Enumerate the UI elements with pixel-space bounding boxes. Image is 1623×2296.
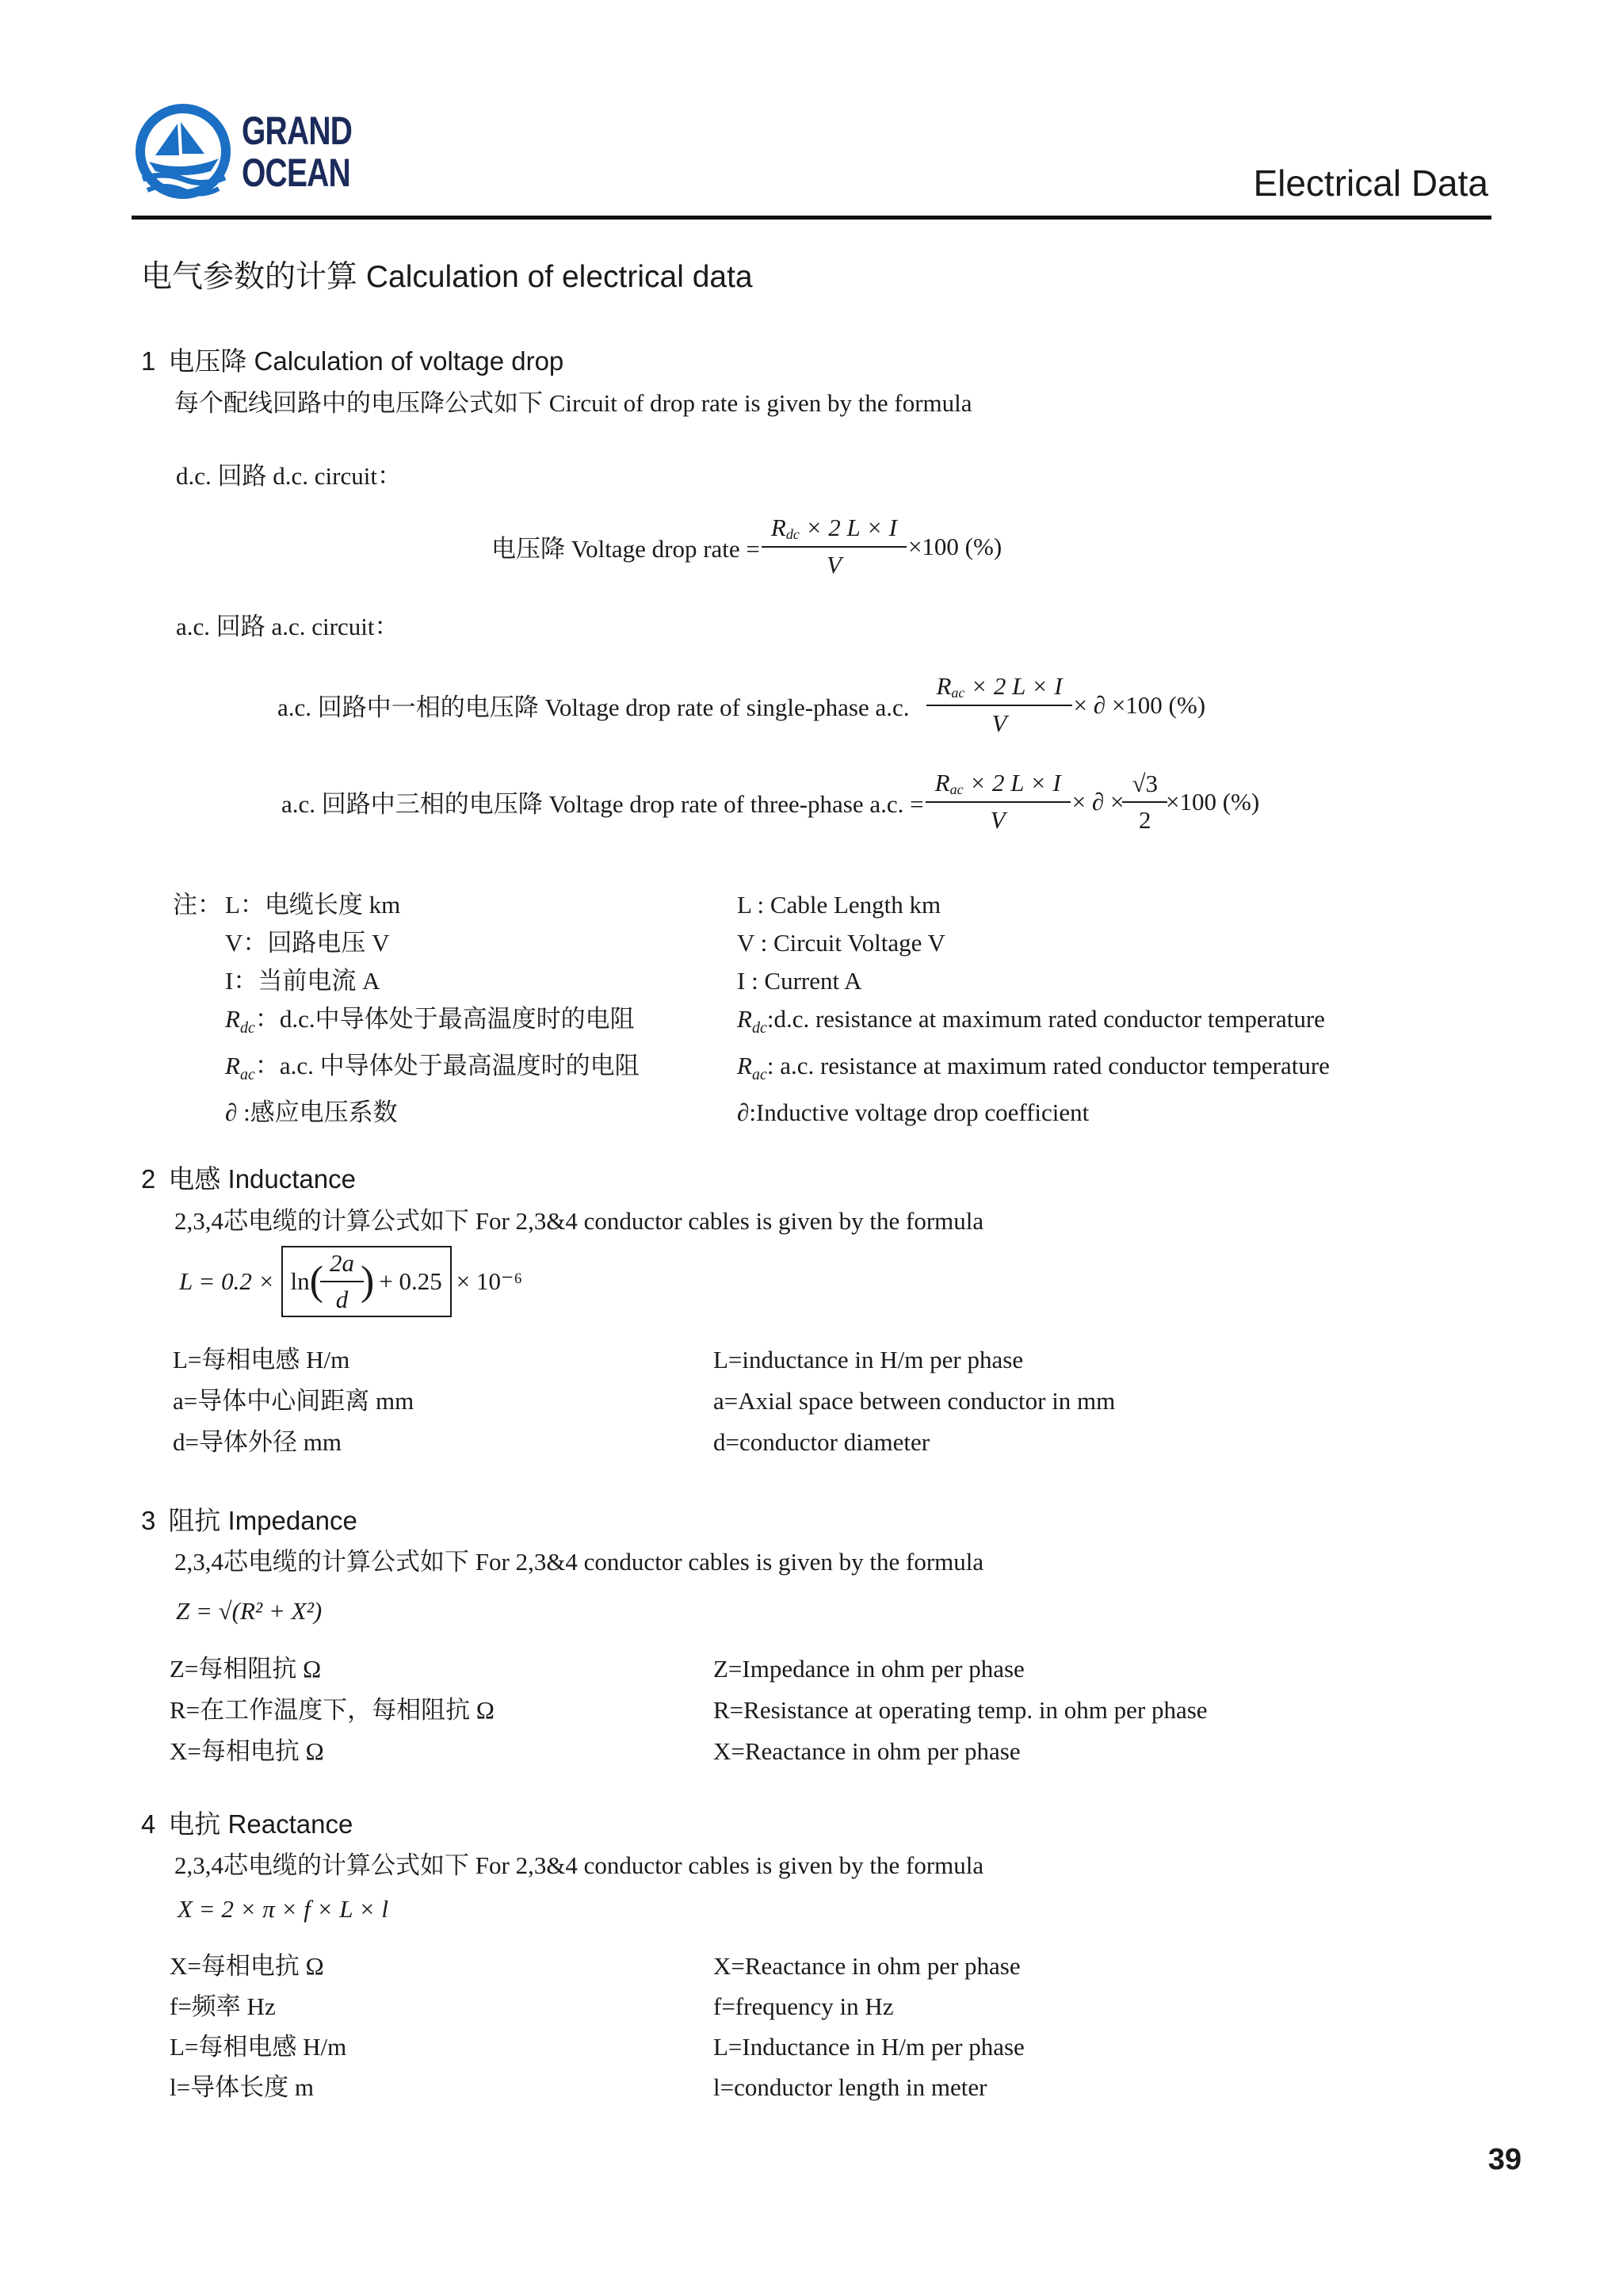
def-left-L: L=每相电感 H/m <box>170 2033 347 2061</box>
single-phase-fraction: $\frac{R_{ac} \times 2 L \times I}{V}$ <box>931 672 1067 738</box>
dc-fraction: $\frac{R_{dc} \times 2 L \times I}{V}$ <box>766 514 902 579</box>
ln-symbol: ln <box>290 1267 310 1295</box>
def-left-X: X=每相电抗 Ω <box>170 1737 324 1765</box>
def-right-a: a=Axial space between conductor in mm <box>713 1387 1116 1415</box>
def-right-Z: Z=Impedance in ohm per phase <box>713 1655 1025 1683</box>
three-phase-label: a.c. 回路中三相的电压降 Voltage drop rate of three-phase a.c. = <box>281 790 924 818</box>
reactance-defs-left <box>170 1946 346 2107</box>
note-right-V: V : Circuit Voltage V <box>737 929 945 957</box>
inductance-bracket: ln ( $\frac{2a}{d}$ ) + 0.25 <box>281 1246 452 1317</box>
inductance-defs-right <box>713 1339 1115 1463</box>
def-right-f: f=frequency in Hz <box>713 1992 894 2020</box>
note-left-L: L：电缆长度 km <box>225 891 401 919</box>
note-right-I: I : Current A <box>737 967 862 995</box>
note-left-Rdc: $R_{dc}$：d.c.中导体处于最高温度时的电阻 <box>225 1005 635 1037</box>
notes-left-column <box>225 886 640 1132</box>
inductance-defs-left <box>173 1339 414 1463</box>
note-left-I: I：当前电流 A <box>225 967 380 995</box>
brand-name-line1: GRAND <box>242 109 353 153</box>
sqrt3-denominator: 2 <box>1122 801 1167 835</box>
main-title: 电气参数的计算 Calculation of electrical data <box>141 260 753 294</box>
single-phase-formula <box>277 672 1205 738</box>
dc-formula <box>491 514 1002 579</box>
section4-number: 4 <box>141 1809 156 1839</box>
reactance-formula: X = 2 × π × f × L × l <box>178 1895 388 1923</box>
section1-number: 1 <box>141 346 156 376</box>
def-left-L: L=每相电感 H/m <box>173 1346 350 1373</box>
note-left-Rac: $R_{ac}$：a.c. 中导体处于最高温度时的电阻 <box>225 1052 640 1084</box>
single-denominator: V <box>926 705 1071 738</box>
ac-circuit-label: a.c. 回路 a.c. circuit： <box>176 613 399 640</box>
header-divider <box>132 216 1491 220</box>
dc-denominator: V <box>762 546 907 579</box>
section4-intro: 2,3,4芯电缆的计算公式如下 For 2,3&4 conductor cables is given by the formula <box>174 1851 984 1879</box>
section2-title: 电感 Inductance <box>168 1164 356 1194</box>
def-right-l: l=conductor length in meter <box>713 2073 987 2101</box>
def-right-X: X=Reactance in ohm per phase <box>713 1952 1021 1980</box>
fraction-2a: 2a <box>329 1249 354 1277</box>
note-left-V: V：回路电压 V <box>225 929 390 957</box>
note-left-coefficient: ∂ :感应电压系数 <box>225 1098 398 1127</box>
dc-formula-label: 电压降 Voltage drop rate = <box>491 535 760 563</box>
def-left-X: X=每相电抗 Ω <box>170 1952 324 1980</box>
single-numerator: × 2 L × I <box>971 672 1063 700</box>
dc-suffix: ×100 (%) <box>907 532 1002 560</box>
notes-prefix: 注： <box>173 891 222 919</box>
impedance-formula: Z = √(R² + X²) <box>176 1597 323 1625</box>
reactance-defs-right <box>713 1946 1025 2107</box>
def-left-a: a=导体中心间距离 mm <box>173 1387 414 1415</box>
def-right-X: X=Reactance in ohm per phase <box>713 1737 1021 1765</box>
sqrt3-over-2-fraction <box>1127 770 1163 835</box>
sqrt3-numerator: √3 <box>1132 769 1158 797</box>
impedance-defs-right <box>713 1648 1208 1772</box>
three-denominator: V <box>926 801 1071 835</box>
note-right-L: L : Cable Length km <box>737 891 941 919</box>
section1-intro: 每个配线回路中的电压降公式如下 Circuit of drop rate is given by the formula <box>174 389 972 417</box>
three-numerator: × 2 L × I <box>969 769 1061 797</box>
inductance-formula <box>179 1246 522 1317</box>
note-right-coefficient: ∂:Inductive voltage drop coefficient <box>737 1098 1090 1127</box>
inductance-formula-right: × 10⁻⁶ <box>456 1267 523 1295</box>
plus-term: + 0.25 <box>379 1267 442 1295</box>
section1-heading <box>141 341 563 378</box>
def-right-L: L=inductance in H/m per phase <box>713 1346 1024 1373</box>
inductance-fraction <box>325 1249 359 1314</box>
dc-circuit-label: d.c. 回路 d.c. circuit： <box>176 462 402 490</box>
section2-number: 2 <box>141 1164 156 1194</box>
fraction-d: d <box>320 1281 364 1314</box>
dc-numerator: × 2 L × I <box>805 514 897 541</box>
section2-heading <box>141 1159 356 1196</box>
notes-right-column <box>737 886 1330 1132</box>
def-left-Z: Z=每相阻抗 Ω <box>170 1655 322 1683</box>
def-right-L: L=Inductance in H/m per phase <box>713 2033 1025 2061</box>
inductance-formula-left: L = 0.2 × <box>179 1267 275 1295</box>
section3-intro: 2,3,4芯电缆的计算公式如下 For 2,3&4 conductor cables is given by the formula <box>174 1548 984 1576</box>
def-right-d: d=conductor diameter <box>713 1428 930 1456</box>
section4-heading <box>141 1804 353 1841</box>
section1-title: 电压降 Calculation of voltage drop <box>168 346 564 376</box>
impedance-defs-left <box>170 1648 495 1772</box>
three-phase-formula <box>281 769 1259 835</box>
section3-heading <box>141 1500 357 1538</box>
brand-name-line2: OCEAN <box>242 151 350 195</box>
single-suffix: × ∂ ×100 (%) <box>1073 690 1206 719</box>
three-phase-fraction: $\frac{R_{ac} \times 2 L \times I}{V}$ <box>930 769 1066 835</box>
note-right-Rdc: $R_{dc}:d.c$. resistance at maximum rated conductor temperature <box>737 1005 1325 1037</box>
page-number: 39 <box>1487 2143 1522 2176</box>
def-left-d: d=导体外径 mm <box>173 1428 342 1456</box>
single-phase-label: a.c. 回路中一相的电压降 Voltage drop rate of single-phase a.c. <box>277 693 910 721</box>
page-title: Electrical Data <box>1253 162 1488 204</box>
def-right-R: R=Resistance at operating temp. in ohm per phase <box>713 1696 1208 1724</box>
three-suffix: ×100 (%) <box>1165 787 1260 816</box>
def-left-l: l=导体长度 m <box>170 2073 314 2101</box>
section3-title: 阻抗 Impedance <box>168 1506 357 1535</box>
def-left-R: R=在工作温度下，每相阻抗 Ω <box>170 1696 495 1724</box>
three-mid: × ∂ × <box>1071 787 1125 816</box>
section2-intro: 2,3,4芯电缆的计算公式如下 For 2,3&4 conductor cables is given by the formula <box>174 1207 984 1235</box>
section4-title: 电抗 Reactance <box>168 1809 353 1839</box>
grand-ocean-logo <box>132 100 235 203</box>
def-left-f: f=频率 Hz <box>170 1992 276 2020</box>
note-right-Rac: $R_{ac}$: a.c. resistance at maximum rated conductor temperature <box>737 1052 1330 1084</box>
section3-number: 3 <box>141 1506 156 1535</box>
